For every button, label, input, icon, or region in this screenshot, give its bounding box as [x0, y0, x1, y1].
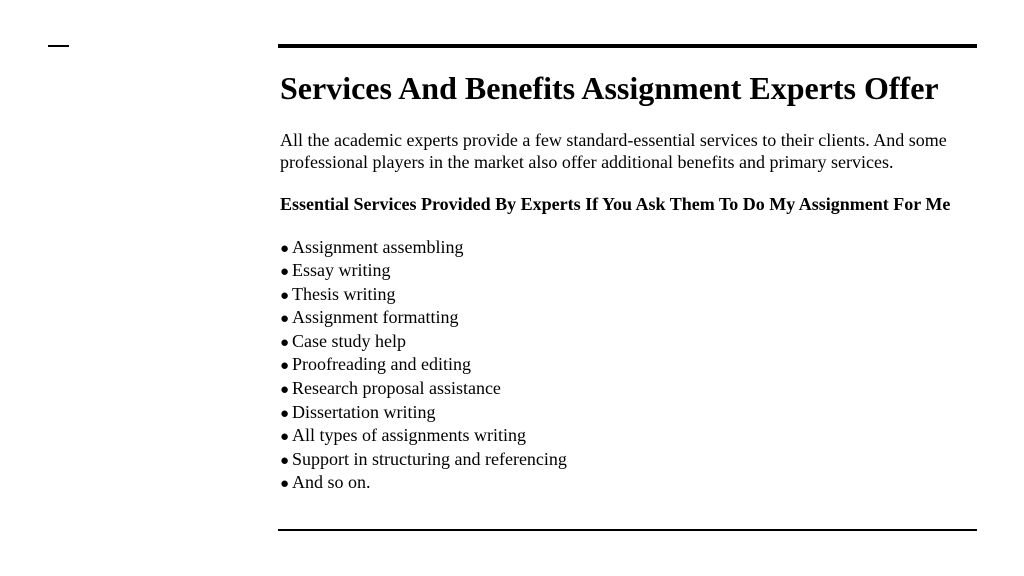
- list-item: [280, 472, 970, 496]
- list-item: [280, 331, 970, 355]
- list-item-label: And so on.: [292, 472, 371, 493]
- bullet-icon: ●: [280, 240, 290, 257]
- list-item: [280, 260, 970, 284]
- slide-content: [280, 68, 970, 496]
- list-item: [280, 449, 970, 473]
- list-item-label: Support in structuring and referencing: [292, 448, 567, 469]
- services-subheading: Essential Services Provided By Experts If You Ask Them To Do My Assignment For Me: [280, 194, 951, 214]
- list-item: [280, 378, 970, 402]
- list-item-label: Dissertation writing: [292, 401, 436, 422]
- list-item-label: Essay writing: [292, 260, 391, 281]
- list-item: [280, 425, 970, 449]
- bullet-icon: ●: [280, 287, 290, 304]
- list-item-label: All types of assignments writing: [292, 425, 526, 446]
- list-item-label: Thesis writing: [292, 283, 396, 304]
- intro-paragraph: All the academic experts provide a few standard-essential services to their clients. And some professional players in the market also offer additional benefits and primary services.: [280, 130, 947, 172]
- list-item-label: Case study help: [292, 330, 406, 351]
- top-divider: [278, 44, 977, 48]
- bullet-icon: ●: [280, 452, 290, 469]
- bullet-icon: ●: [280, 358, 290, 375]
- bullet-icon: ●: [280, 264, 290, 281]
- bottom-divider: [278, 529, 977, 531]
- bullet-icon: ●: [280, 311, 290, 328]
- bullet-icon: ●: [280, 476, 290, 493]
- list-item: [280, 402, 970, 426]
- services-list: [280, 237, 970, 497]
- list-item: [280, 237, 970, 261]
- list-item-label: Proofreading and editing: [292, 354, 471, 375]
- bullet-icon: ●: [280, 382, 290, 399]
- list-item: [280, 284, 970, 308]
- bullet-icon: ●: [280, 429, 290, 446]
- list-item: [280, 307, 970, 331]
- bullet-icon: ●: [280, 405, 290, 422]
- list-item-label: Research proposal assistance: [292, 378, 501, 399]
- list-item: [280, 354, 970, 378]
- list-item-label: Assignment assembling: [292, 236, 464, 257]
- list-item-label: Assignment formatting: [292, 307, 459, 328]
- bullet-icon: ●: [280, 334, 290, 351]
- slide-title: Services And Benefits Assignment Experts Offer: [280, 70, 939, 106]
- corner-dash-decoration: [48, 45, 69, 47]
